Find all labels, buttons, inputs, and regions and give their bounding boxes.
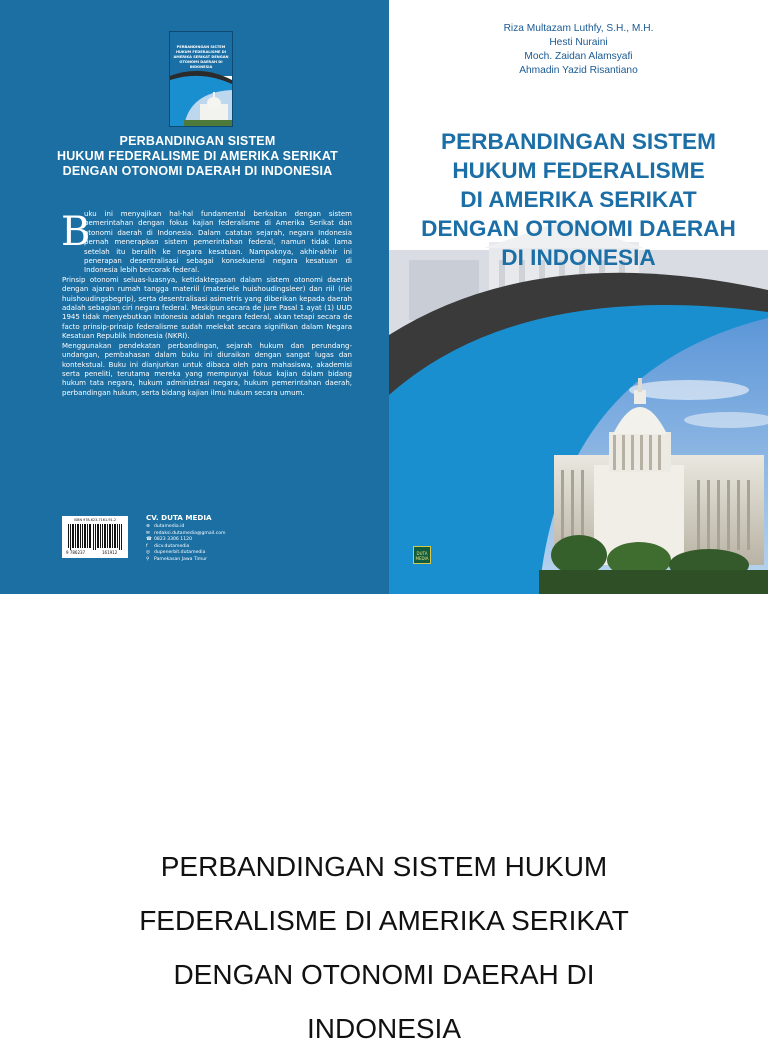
front-title-line: DENGAN OTONOMI DAERAH (421, 216, 736, 241)
drop-cap: B (61, 209, 91, 255)
back-cover (0, 0, 389, 594)
back-cover-title (20, 134, 375, 179)
isbn-barcode (62, 516, 128, 558)
author-name: Riza Multazam Luthfy, S.H., M.H. (503, 23, 654, 34)
publisher-name: CV. DUTA MEDIA (146, 513, 212, 522)
author-name: Moch. Zaidan Alamsyafi (524, 51, 633, 62)
front-title-line: DI AMERIKA SERIKAT (460, 187, 697, 212)
publisher-info (146, 514, 346, 564)
document-title-line: INDONESIA (306, 1013, 462, 1044)
mail-icon: ✉ (146, 530, 150, 536)
cover-thumbnail (170, 32, 232, 126)
contact-text: dicv.dutamedia (154, 543, 190, 549)
blurb-paragraph: uku ini menyajikan hal-hal fundamental berkaitan dengan sistem pemerintahan dengan fokus kajian federalisme di Amerika Serikat dan otonomi daerah di Indonesia. Dalam catatan sejarah, negara Indonesia pernah menerapkan sistem pemerintahan federal, namun tidak lama setelah itu beralih ke negara kesatuan. Nampaknya, akhir-akhir ini penerapan desentralisasi sebagai konsekuensi negara kesatuan di Indonesia lebih bercorak federal. (84, 210, 352, 275)
capitol-building-illustration (389, 220, 768, 594)
back-title-line: HUKUM FEDERALISME DI AMERIKA SERIKAT (56, 149, 339, 163)
contact-row (146, 537, 346, 544)
document-title-line: FEDERALISME DI AMERIKA SERIKAT (139, 905, 629, 936)
front-title-line: PERBANDINGAN SISTEM (441, 129, 716, 154)
location-icon: ⚲ (146, 556, 150, 562)
author-name: Ahmadin Yazid Risantiano (519, 65, 638, 76)
back-cover-blurb (62, 210, 352, 398)
barcode-digits-right: 161912 (102, 550, 118, 555)
contact-text: 0823 3306 1120 (154, 537, 192, 543)
front-cover-title (389, 127, 768, 272)
contact-text: dupenerbit.dutamedia (154, 550, 206, 556)
contact-text: redaksi.dutamedia@gmail.com (154, 530, 226, 536)
front-cover (389, 0, 768, 594)
front-title-line: DI INDONESIA (501, 245, 656, 270)
document-title-line: DENGAN OTONOMI DAERAH DI (173, 959, 595, 990)
isbn-label: ISBN 978-623-7161-91-2 (73, 518, 117, 522)
instagram-icon: ◎ (146, 550, 151, 556)
contact-text: dutamedia.id (154, 524, 185, 529)
document-title-line: PERBANDINGAN SISTEM HUKUM (160, 851, 608, 882)
front-title-line: HUKUM FEDERALISME (452, 158, 705, 183)
thumbnail-title: PERBANDINGAN SISTEM HUKUM FEDERALISME DI AMERIKA SERIKAT DENGAN OTONOMI DAERAH DI INDONESIA (173, 45, 229, 69)
author-list (389, 22, 768, 78)
globe-icon: ⊕ (146, 524, 150, 529)
contact-row (146, 550, 346, 557)
blurb-paragraph: Menggunakan pendekatan perbandingan, sejarah hukum dan perundang-undangan, pembahasan dalam buku ini diuraikan dengan sangat lugas dan kontekstual. Buku ini dianjurkan untuk dibaca oleh para mahasiswa, akademisi serta peneliti, terutama mereka yang mempunyai fokus kajian dalam bidang hukum tata negara, hukum administrasi negara, hukum pemerintahan daerah, perbandingan hukum, serta bidang kajian ilmu hukum secara umum. (62, 341, 352, 397)
blurb-paragraph: Prinsip otonomi seluas-luasnya, ketidaktegasan dalam sistem otonomi daerah dengan ajaran rumah tangga materiil (materiele huishoudingsleer) dan riil (riel huishoudingsbegrip), serta desentralisasi asimetris yang diberikan kepada daerah adalah sebagian ciri negara federal. Meskipun secara de jure Pasal 1 ayat (1) UUD 1945 tidak menyebutkan Indonesia adalah negara federal, akan tetapi secara de facto prinsip-prinsip federalisme sudah melekat secara signifikan dalam Negara Kesatuan Republik Indonesia (NKRI). (62, 275, 352, 341)
back-title-line: DENGAN OTONOMI DAERAH DI INDONESIA (62, 164, 333, 178)
barcode-digits-left: 9 786237 (66, 550, 86, 555)
back-title-line: PERBANDINGAN SISTEM (119, 134, 276, 148)
author-name: Hesti Nuraini (549, 37, 608, 48)
publisher-logo: DUTA MEDIA (413, 546, 431, 564)
contact-row (146, 557, 346, 564)
thumbnail-capitol-image (170, 70, 232, 126)
facebook-icon: f (146, 543, 148, 549)
phone-icon: ☎ (146, 537, 152, 543)
contact-text: Pamekasan Jawa Timur (154, 556, 208, 562)
contact-row (146, 524, 346, 531)
barcode-graphic (62, 516, 128, 558)
